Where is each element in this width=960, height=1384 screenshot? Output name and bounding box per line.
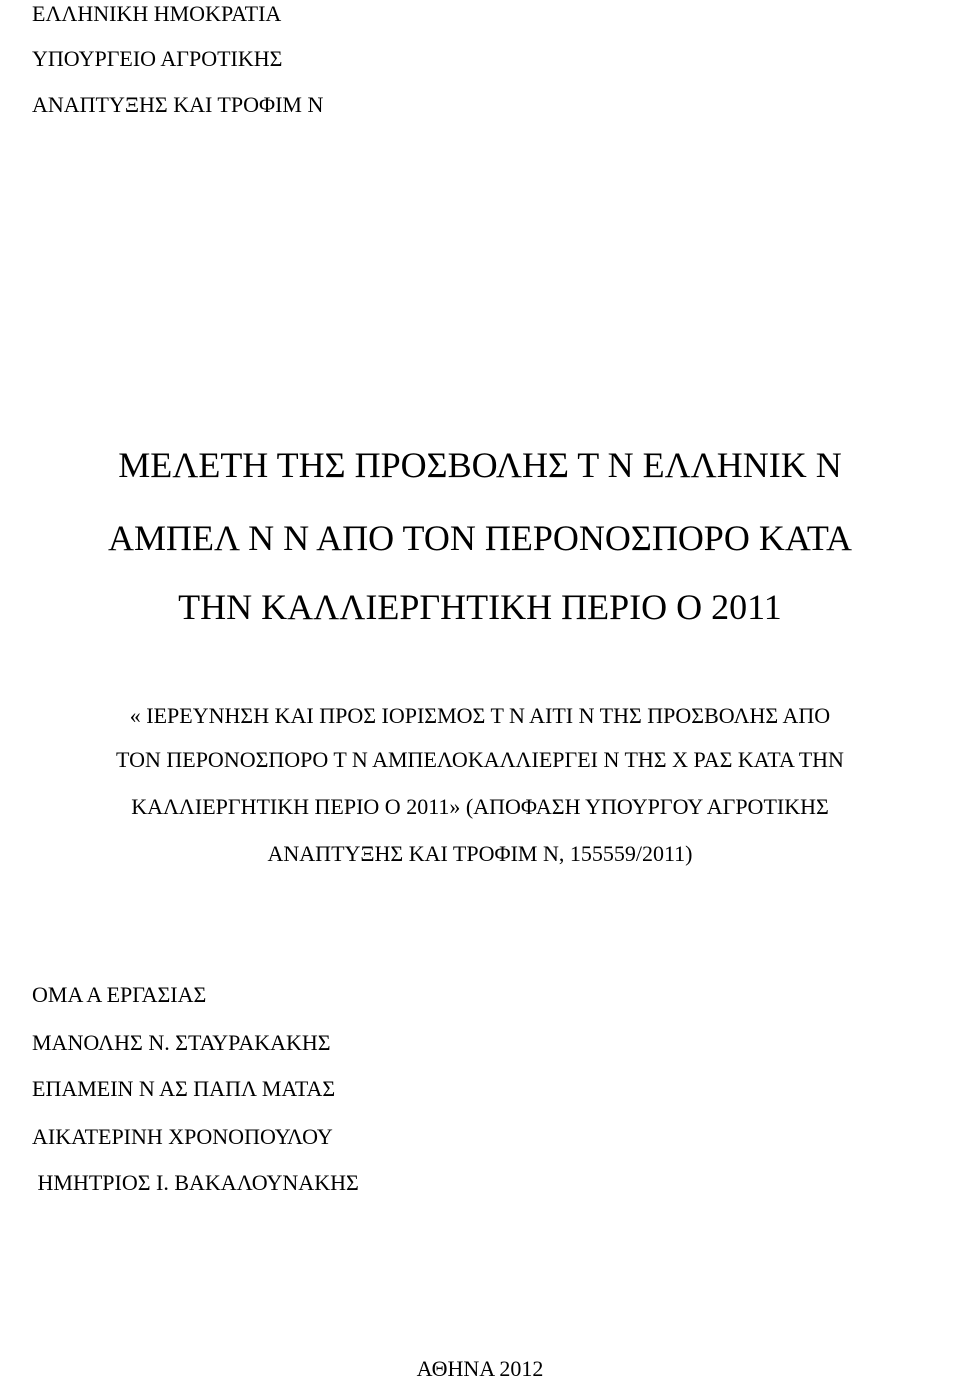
title-line-3: ΤΗΝ ΚΑΛΛΙΕΡΓΗΤΙΚΗ ΠΕΡΙΟ Ο 2011 <box>178 587 782 627</box>
team-member-2: ΕΠΑΜΕΙΝ Ν ΑΣ ΠΑΠΛ ΜΑΤΑΣ <box>32 1076 336 1101</box>
team-member-4: ΗΜΗΤΡΙΟΣ Ι. ΒΑΚΑΛΟΥΝΑΚΗΣ <box>32 1170 359 1195</box>
title-line-1: ΜΕΛΕΤΗ ΤΗΣ ΠΡΟΣΒΟΛΗΣ Τ Ν ΕΛΛΗΝΙΚ Ν <box>118 445 842 485</box>
subtitle-line-4: ΑΝΑΠΤΥΞΗΣ ΚΑΙ ΤΡΟΦΙΜ Ν, 155559/2011) <box>267 841 693 866</box>
subtitle-line-2: ΤΟΝ ΠΕΡΟΝΟΣΠΟΡΟ Τ Ν ΑΜΠΕΛΟΚΑΛΛΙΕΡΓΕΙ Ν ΤΗΣ Χ ΡΑΣ ΚΑΤΑ ΤΗΝ <box>116 747 844 772</box>
header-line-ministry: ΥΠΟΥΡΓΕΙΟ ΑΓΡΟΤΙΚΗΣ <box>32 46 283 71</box>
subtitle-line-1: « ΙΕΡΕΥΝΗΣΗ ΚΑΙ ΠΡΟΣ ΙΟΡΙΣΜΟΣ Τ Ν ΑΙΤΙ Ν ΤΗΣ ΠΡΟΣΒΟΛΗΣ ΑΠΟ <box>129 703 831 728</box>
subtitle-line-3: ΚΑΛΛΙΕΡΓΗΤΙΚΗ ΠΕΡΙΟ Ο 2011» (ΑΠΟΦΑΣΗ ΥΠΟΥΡΓΟΥ ΑΓΡΟΤΙΚΗΣ <box>131 794 829 819</box>
team-member-1: ΜΑΝΟΛΗΣ Ν. ΣΤΑΥΡΑΚΑΚΗΣ <box>32 1030 331 1055</box>
header-line-ministry-cont: ΑΝΑΠΤΥΞΗΣ ΚΑΙ ΤΡΟΦΙΜ Ν <box>32 92 324 117</box>
header-line-republic: ΕΛΛΗΝΙΚΗ ΗΜΟΚΡΑΤΙΑ <box>32 1 282 26</box>
team-member-3: ΑΙΚΑΤΕΡΙΝΗ ΧΡΟΝΟΠΟΥΛΟΥ <box>32 1124 333 1149</box>
team-heading: ΟΜΑ Α ΕΡΓΑΣΙΑΣ <box>32 982 207 1007</box>
title-line-2: ΑΜΠΕΛ Ν Ν ΑΠΟ ΤΟΝ ΠΕΡΟΝΟΣΠΟΡΟ ΚΑΤΑ <box>108 518 852 558</box>
footer-place-year: ΑΘΗΝΑ 2012 <box>416 1356 544 1381</box>
